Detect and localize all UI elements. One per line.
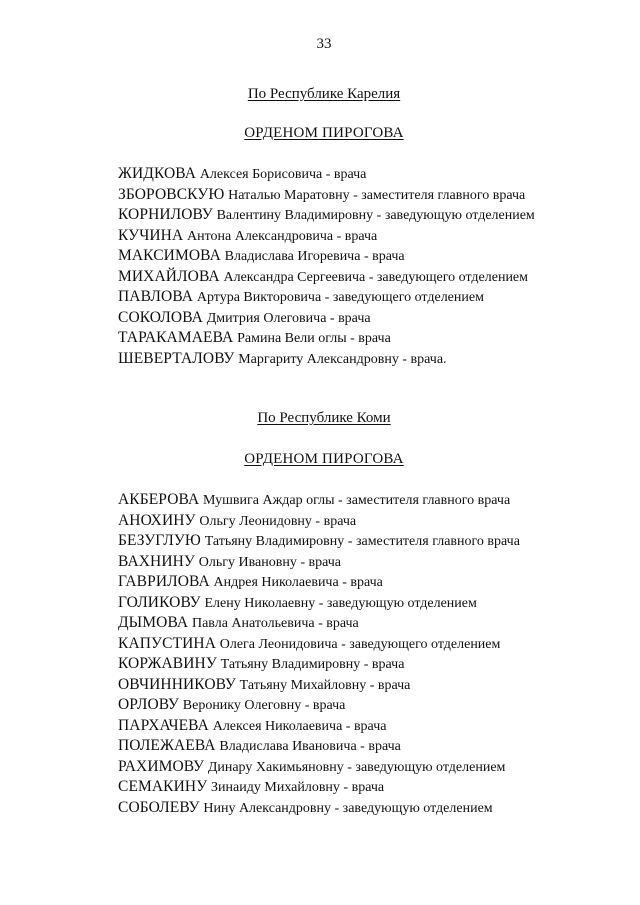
person-surname: МИХАЙЛОВА (118, 267, 220, 285)
list-item (118, 511, 520, 532)
person-surname: ПОЛЕЖАЕВА (118, 737, 216, 754)
person-details: Зинаиду Михайловну - врача (211, 780, 385, 795)
person-surname: ЖИДКОВА (118, 165, 197, 182)
person-details: Татьяну Владимировну - врача (220, 657, 405, 672)
person-details: Антона Александровича - врача (187, 228, 378, 244)
list-item (118, 349, 535, 370)
person-details: Елену Николаевну - заведующую отделением (204, 595, 477, 611)
list-item (118, 246, 535, 267)
person-surname: ГОЛИКОВУ (118, 593, 201, 611)
person-details: Артура Викторовича - заведующего отделением (196, 290, 484, 305)
list-item (118, 716, 520, 737)
person-surname: АНОХИНУ (118, 511, 196, 529)
person-details: Владислава Игоревича - врача (224, 249, 405, 264)
person-surname: СОКОЛОВА (118, 308, 203, 326)
person-surname: ВАХНИНУ (118, 552, 196, 570)
person-details: Алексея Николаевича - врача (212, 718, 387, 734)
person-surname: ОРЛОВУ (118, 696, 180, 713)
list-item (118, 287, 535, 308)
person-surname: МАКСИМОВА (118, 247, 221, 264)
list-item (118, 490, 520, 511)
page-number: 33 (316, 36, 332, 52)
list-item (118, 593, 520, 614)
person-details: Татьяну Михайловну - врача (239, 677, 411, 693)
person-details: Ольгу Леонидовну - врача (199, 513, 357, 529)
person-details: Валентину Владимировну - заведующую отделением (216, 208, 535, 223)
list-item (118, 572, 520, 593)
person-surname: ДЫМОВА (118, 614, 189, 631)
person-surname: АКБЕРОВА (118, 491, 200, 508)
person-surname: КАПУСТИНА (118, 634, 216, 652)
person-surname: КУЧИНА (118, 226, 184, 244)
person-details: Ольгу Ивановну - врача (198, 554, 342, 570)
list-item (118, 654, 520, 675)
person-surname: СОБОЛЕВУ (118, 798, 200, 816)
person-surname: СЕМАКИНУ (118, 778, 208, 795)
person-surname: КОРЖАВИНУ (118, 655, 217, 672)
award-heading-komi: ОРДЕНОМ ПИРОГОВА (244, 451, 404, 467)
person-details: Дмитрия Олеговича - врача (206, 310, 371, 326)
person-details: Наталью Маратовну - заместителя главного врача (228, 187, 526, 203)
list-item (118, 185, 535, 206)
person-surname: РАХИМОВУ (118, 757, 205, 775)
person-details: Андрея Николаевича - врача (213, 575, 383, 590)
award-heading-karelia: ОРДЕНОМ ПИРОГОВА (244, 125, 404, 141)
list-item (118, 613, 520, 634)
person-details: Олега Леонидовича - заведующего отделением (219, 636, 501, 652)
person-details: Владислава Ивановича - врача (219, 739, 401, 754)
name-list-komi (118, 490, 520, 818)
list-item (118, 777, 520, 798)
list-item (118, 308, 535, 329)
region-heading-karelia: По Республике Карелия (247, 86, 401, 102)
person-surname: ПАВЛОВА (118, 288, 194, 305)
list-item (118, 736, 520, 757)
person-surname: ТАРАКАМАЕВА (118, 329, 234, 346)
person-surname: ГАВРИЛОВА (118, 573, 210, 590)
list-item (118, 267, 535, 288)
name-list-karelia (118, 164, 535, 369)
region-heading-komi: По Республике Коми (257, 410, 391, 426)
list-item (118, 552, 520, 573)
person-details: Павла Анатольевича - врача (191, 616, 359, 631)
list-item (118, 226, 535, 247)
person-details: Александра Сергеевича - заведующего отделением (223, 269, 529, 285)
person-details: Нину Александровну - заведующую отделением (203, 800, 493, 816)
person-details: Рамина Вели оглы - врача (237, 331, 391, 346)
list-item (118, 757, 520, 778)
list-item (118, 695, 520, 716)
person-surname: БЕЗУГЛУЮ (118, 532, 201, 549)
list-item (118, 634, 520, 655)
person-details: Алексея Борисовича - врача (199, 167, 367, 182)
person-surname: КОРНИЛОВУ (118, 206, 213, 223)
list-item (118, 164, 535, 185)
person-details: Динару Хакимьяновну - заведующую отделением (207, 759, 506, 775)
person-surname: ОВЧИННИКОВУ (118, 675, 236, 693)
list-item (118, 205, 535, 226)
person-surname: ШЕВЕРТАЛОВУ (118, 349, 235, 367)
list-item (118, 531, 520, 552)
person-details: Мушвига Аждар оглы - заместителя главного врача (203, 493, 511, 508)
person-details: Маргариту Александровну - врача. (238, 351, 447, 367)
person-details: Татьяну Владимировну - заместителя главного врача (204, 534, 520, 549)
person-surname: ЗБОРОВСКУЮ (118, 185, 225, 203)
person-surname: ПАРХАЧЕВА (118, 716, 209, 734)
list-item (118, 328, 535, 349)
list-item (118, 798, 520, 819)
list-item (118, 675, 520, 696)
person-details: Веронику Олеговну - врача (182, 698, 346, 713)
